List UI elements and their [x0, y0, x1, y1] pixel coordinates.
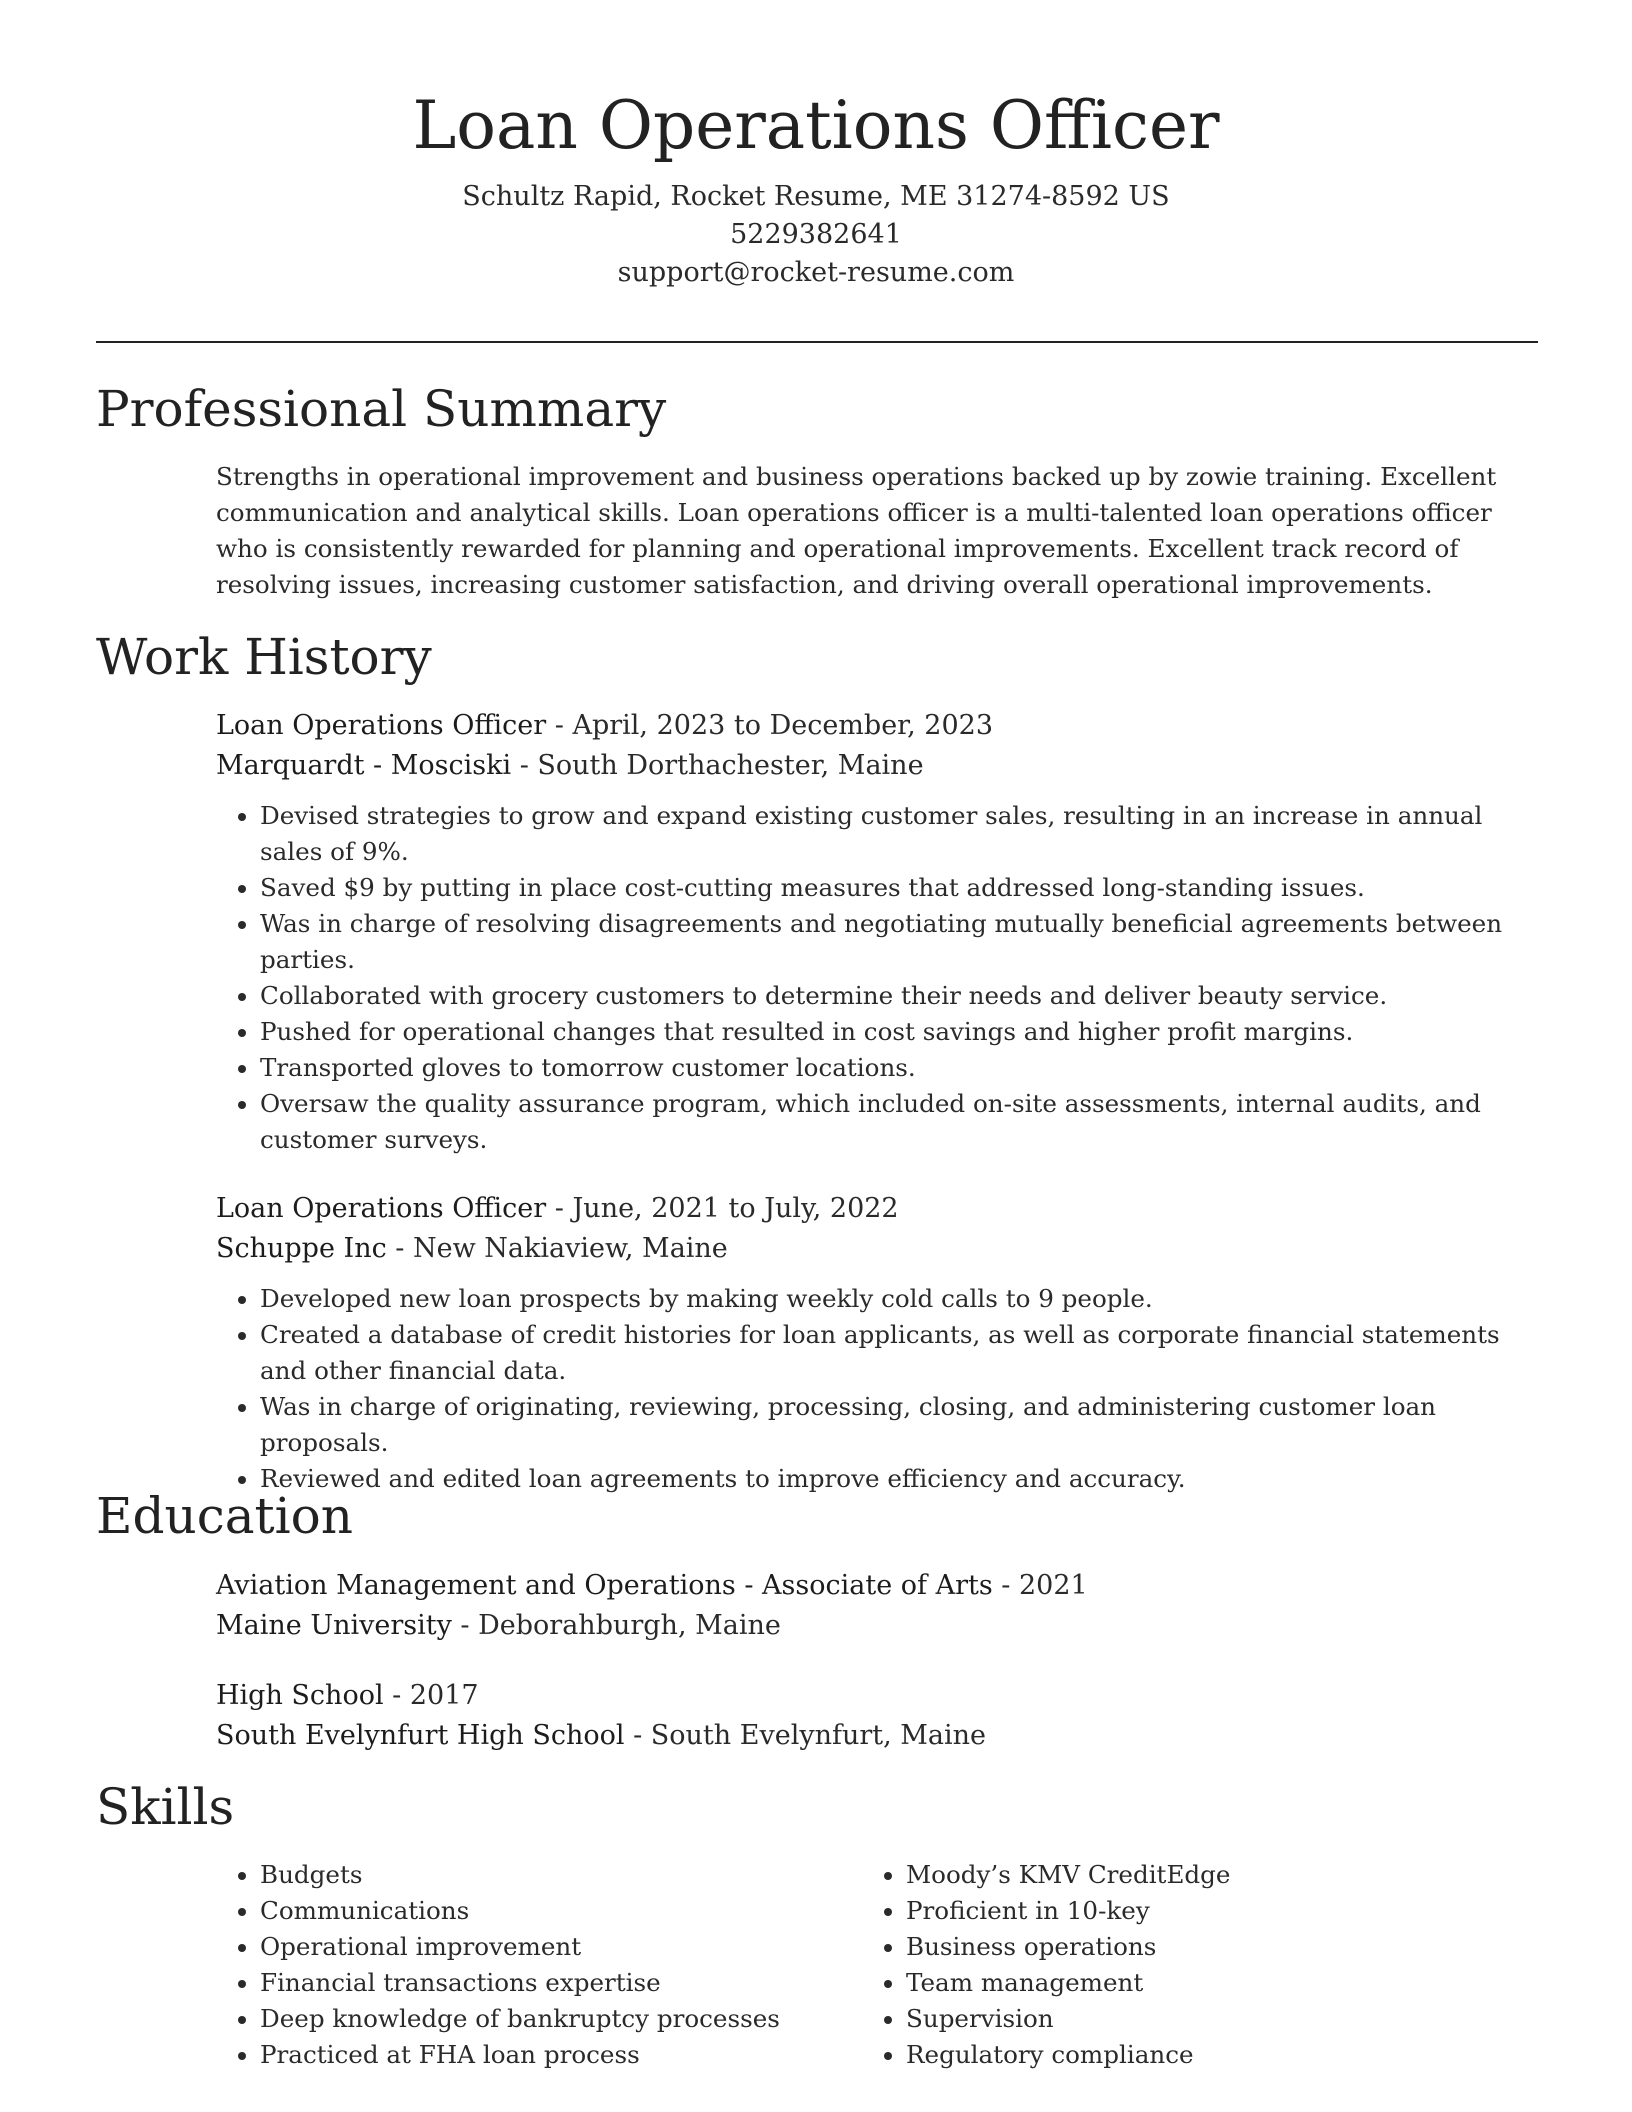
list-item: • Developed new loan prospects by making weekly cold calls to 9 people.	[260, 1281, 1538, 1317]
skill-item: • Team management	[906, 1965, 1502, 2001]
education-school: Maine University	[216, 1610, 452, 1641]
section-title-summary: Professional Summary	[96, 380, 667, 438]
phone-line: 5229382641	[730, 219, 902, 250]
summary-text: Strengths in operational improvement and business operations backed up by zowie training. Excellent communication and analytical skills. Loan operations officer is a multi-talented loan operations officer who is consistently rewarded for planning and operational improvements. Excellent track record of resolving issues, increasing customer satisfaction, and driving overall operational improvements.	[216, 462, 1497, 599]
skill-item: • Regulatory compliance	[906, 2037, 1502, 2073]
job-role: Loan Operations Officer	[216, 1193, 547, 1224]
education-degree-line	[216, 1676, 1538, 1716]
skills-list-right	[862, 1857, 1502, 2073]
job-title-line	[216, 706, 1538, 746]
section-title-work-history: Work History	[96, 628, 432, 686]
skill-item: • Proficient in 10-key	[906, 1893, 1502, 1929]
education-school-line	[216, 1716, 1538, 1756]
job-company-line	[216, 1229, 1538, 1269]
education-location: - South Evelynfurt, Maine	[624, 1720, 987, 1751]
section-title-skills: Skills	[96, 1778, 235, 1836]
skill-item: • Moody’s KMV CreditEdge	[906, 1857, 1502, 1893]
list-item: • Was in charge of resolving disagreements and negotiating mutually beneficial agreements between parties.	[260, 906, 1538, 978]
job-bullet-list	[216, 798, 1538, 1158]
list-item: • Saved $9 by putting in place cost-cutting measures that addressed long-standing issues.	[260, 870, 1538, 906]
email-line: support@rocket-resume.com	[617, 257, 1015, 288]
skill-item: • Communications	[260, 1893, 856, 1929]
list-item: • Pushed for operational changes that resulted in cost savings and higher profit margins.	[260, 1014, 1538, 1050]
skill-item: • Budgets	[260, 1857, 856, 1893]
contact-info	[0, 178, 1632, 292]
job-company: Marquardt - Mosciski	[216, 750, 512, 781]
education-entry	[216, 1566, 1538, 1646]
job-company: Schuppe Inc	[216, 1233, 387, 1264]
job-role: Loan Operations Officer	[216, 710, 547, 741]
list-item: • Devised strategies to grow and expand existing customer sales, resulting in an increase in annual sales of 9%.	[260, 798, 1538, 870]
education-school: South Evelynfurt High School	[216, 1720, 625, 1751]
skills-column-left	[216, 1857, 856, 2073]
job-dates: - June, 2021 to July, 2022	[546, 1193, 899, 1224]
skill-item: • Operational improvement	[260, 1929, 856, 1965]
job-location: - New Nakiaview, Maine	[386, 1233, 728, 1264]
candidate-name: Loan Operations Officer	[412, 87, 1220, 164]
job-location: - South Dorthachester, Maine	[511, 750, 924, 781]
education-school-line	[216, 1606, 1538, 1646]
education-location: - Deborahburgh, Maine	[451, 1610, 781, 1641]
education-degree-line	[216, 1566, 1538, 1606]
list-item: • Reviewed and edited loan agreements to improve efficiency and accuracy.	[260, 1461, 1538, 1497]
job-title-line	[216, 1189, 1538, 1229]
list-item: • Collaborated with grocery customers to determine their needs and deliver beauty service.	[260, 978, 1538, 1014]
skills-column-right	[862, 1857, 1502, 2073]
skills-list-left	[216, 1857, 856, 2073]
list-item: • Oversaw the quality assurance program, which included on-site assessments, internal audits, and customer surveys.	[260, 1086, 1538, 1158]
list-item: • Transported gloves to tomorrow customer locations.	[260, 1050, 1538, 1086]
education-entry	[216, 1676, 1538, 1756]
job-entry	[216, 1189, 1538, 1497]
skill-item: • Supervision	[906, 2001, 1502, 2037]
job-dates: - April, 2023 to December, 2023	[546, 710, 993, 741]
resume-header	[0, 84, 1632, 292]
list-item: • Was in charge of originating, reviewing, processing, closing, and administering customer loan proposals.	[260, 1389, 1538, 1461]
education-year: - 2021	[992, 1570, 1088, 1601]
skills-section	[216, 1857, 1538, 2077]
education-degree: High School	[216, 1680, 384, 1711]
skill-item: • Business operations	[906, 1929, 1502, 1965]
education-degree: Aviation Management and Operations - Associate of Arts	[216, 1570, 993, 1601]
list-item: • Created a database of credit histories for loan applicants, as well as corporate financial statements and other financial data.	[260, 1317, 1538, 1389]
skill-item: • Deep knowledge of bankruptcy processes	[260, 2001, 856, 2037]
section-title-education: Education	[96, 1487, 353, 1545]
skill-item: • Practiced at FHA loan process	[260, 2037, 856, 2073]
job-bullet-list	[216, 1281, 1538, 1497]
education-year: - 2017	[383, 1680, 479, 1711]
job-entry	[216, 706, 1538, 1158]
summary-section	[216, 459, 1538, 603]
header-divider	[96, 341, 1538, 343]
address-line: Schultz Rapid, Rocket Resume, ME 31274-8592 US	[462, 181, 1170, 212]
job-company-line	[216, 746, 1538, 786]
skill-item: • Financial transactions expertise	[260, 1965, 856, 2001]
